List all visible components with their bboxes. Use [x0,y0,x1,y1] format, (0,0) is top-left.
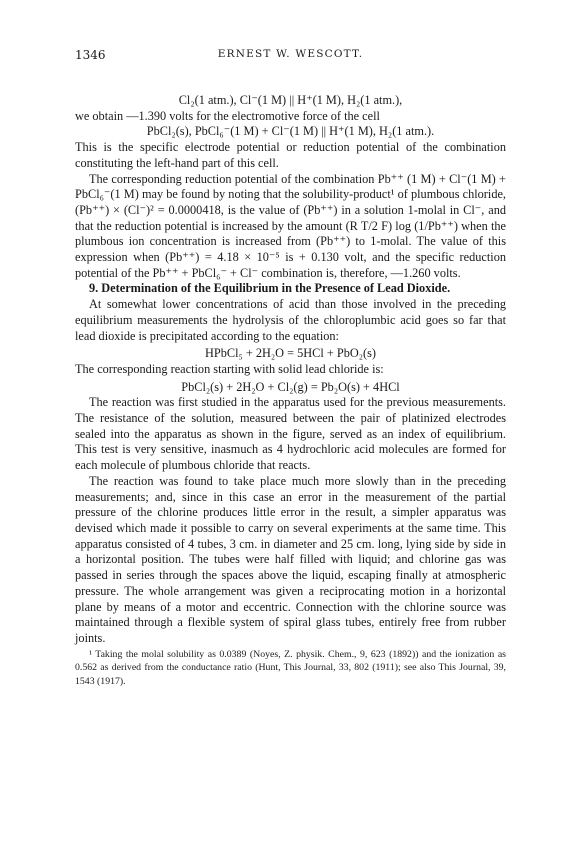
cell-equation-2: PbCl₂(s), PbCl₆⁻(1 M) + Cl⁻(1 M) || H⁺(1 M), H₂(1 atm.). [146,124,435,139]
footnote: ¹ Taking the molal solubility as 0.0389 (Noyes, Z. physik. Chem., 9, 623 (1892)) and the ionization as 0.562 as derived from the conductance ratio (Hunt, This Journal, 33, 802 (1911); see also This Journal, 39, 1543 (1917). [75,648,506,687]
cell-equation-1: Cl₂(1 atm.), Cl⁻(1 M) || H⁺(1 M), H₂(1 atm.), [178,93,403,107]
paragraph: we obtain —1.390 volts for the electromotive force of the cell [75,108,380,123]
paragraph: At somewhat lower concentrations of acid than those involved in the preceding equilibrium measurements the hydrolysis of the chloroplumbic acid goes so far that lead dioxide is precipitated according to the equation: [75,297,506,343]
paragraph: The reaction was found to take place much more slowly than in the preceding measurements; and, since in this case an error in the measurement of the partial pressure of the chlorine produces little error in the result, a simpler apparatus was devised which made it possible to carry on several experiments at the same time. This apparatus consisted of 4 tubes, 3 cm. in diameter and 25 cm. long, lying side by side in a horizontal position. The tubes were half filled with liquid; and chlorine gas was passed in series through the spaces above the liquid, escaping finally at atmospheric pressure. The whole arrangement was given a reciprocating motion in a horizontal plane by means of a motor and eccentric. Connection with the chlorine source was maintained through a flexible system of spiral glass tubes, entirely free from rubber joints. [75,473,506,645]
paragraph: The corresponding reduction potential of the combination Pb⁺⁺ (1 M) + Cl⁻(1 M) + PbCl₆⁻(1 M) may be found by noting that the solubility-product¹ of plumbous chloride, (Pb⁺⁺) × (Cl⁻)² = 0.0000418, is the value of (Pb⁺⁺) in a solution 1-molal in Cl⁻, and that the reduction potential is increased by the amount (R T/2 F) log (1/Pb⁺⁺) when the plumbous ion concentration is increased from (Pb⁺⁺) to 1-molal. The value of this expression when (Pb⁺⁺) = 4.18 × 10⁻⁵ is + 0.130 volt, and the specific reduction potential of the Pb⁺⁺ + PbCl₆⁻ + Cl⁻ combination is, therefore, —1.260 volts. [75,171,506,280]
running-head: ERNEST W. WESCOTT. [217,48,364,60]
paragraph: The reaction was first studied in the apparatus used for the previous measurements. The resistance of the solution, measured between the pair of platinized electrodes sealed into the apparatus as shown in the figure, served as an index of equilibrium. This test is very sensitive, inasmuch as 4 hydrochloric acid molecules are formed for each molecule of plumbous chloride that reacts. [75,395,506,473]
page-number: 1346 [75,48,106,62]
body-text [75,93,506,688]
reaction-equation-1: HPbCl₅ + 2H₂O = 5HCl + PbO₂(s) [205,346,376,361]
section-heading [75,281,506,297]
page-header [75,48,506,64]
reaction-equation-2: PbCl₂(s) + 2H₂O + Cl₂(g) = Pb₂O(s) + 4HCl [181,379,400,394]
paragraph: This is the specific electrode potential or reduction potential of the combination constituting the left-hand part of this cell. [75,140,506,170]
paragraph: The corresponding reaction starting with solid lead chloride is: [75,361,384,376]
section-heading-text: 9. Determination of the Equilibrium in the Presence of Lead Dioxide. [89,281,451,296]
